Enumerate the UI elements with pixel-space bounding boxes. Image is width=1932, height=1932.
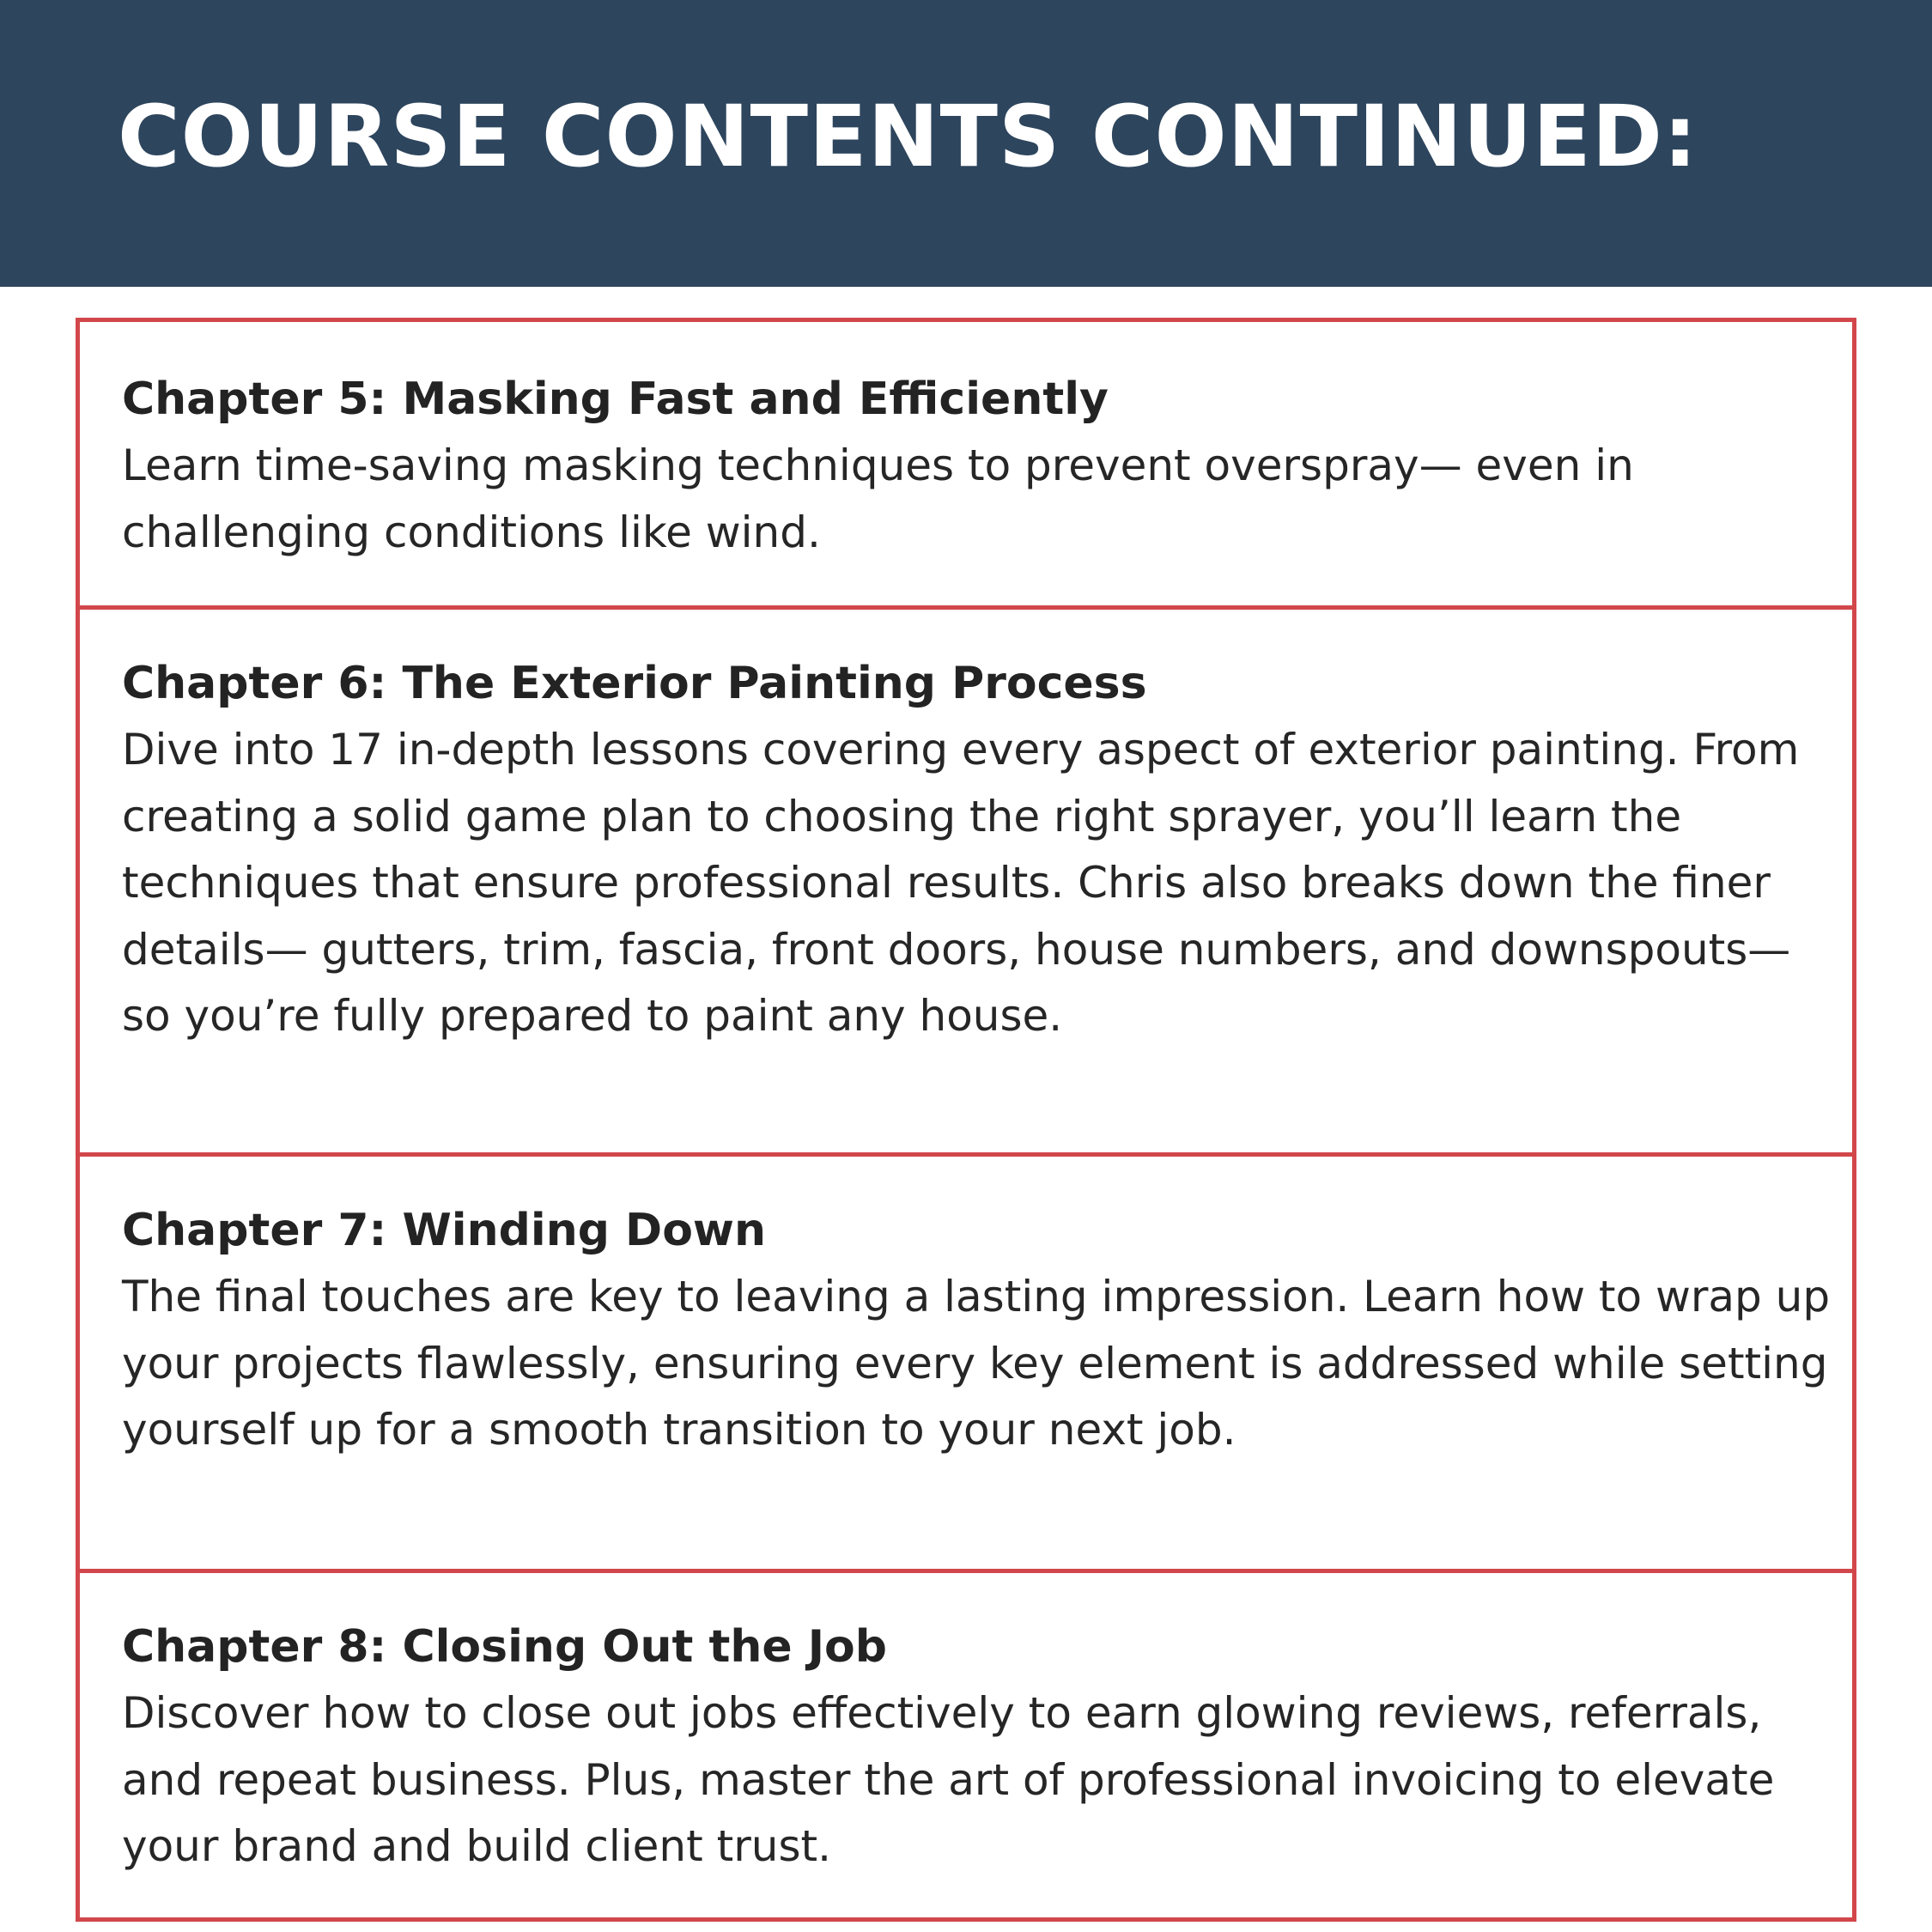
page-header (0, 0, 1932, 287)
chapter-8-section (80, 1569, 1852, 1917)
chapter-6-description: Dive into 17 in-depth lessons covering every aspect of exterior painting. From creating a solid game plan to choosing the right sprayer, you’ll learn the techniques that ensure professional results. Chris also breaks down the finer details— gutters, trim, fascia, front doors, house numbers, and downspouts— so you’re fully prepared to paint any house. (122, 725, 1800, 1041)
chapter-7-title: Chapter 7: Winding Down (122, 1205, 766, 1256)
chapter-8-description: Discover how to close out jobs effectively to earn glowing reviews, referrals, and repeat business. Plus, master the art of professional invoicing to elevate your brand and build client trust. (122, 1688, 1775, 1871)
chapter-6-title: Chapter 6: The Exterior Painting Process (122, 658, 1147, 709)
chapter-8-title: Chapter 8: Closing Out the Job (122, 1621, 888, 1673)
chapter-5-title: Chapter 5: Masking Fast and Efficiently (122, 374, 1109, 425)
chapter-7-description: The final touches are key to leaving a lasting impression. Learn how to wrap up your projects flawlessly, ensuring every key element is addressed while setting yourself up for a smooth transition to your next job. (122, 1272, 1831, 1455)
page-title: COURSE CONTENTS CONTINUED: (118, 88, 1698, 186)
chapter-5-section (80, 322, 1852, 609)
chapter-6-section (80, 605, 1852, 1157)
chapter-5-description: Learn time-saving masking techniques to prevent overspray— even in challenging conditions like wind. (122, 440, 1634, 557)
chapter-list (76, 318, 1856, 1922)
chapter-7-section (80, 1152, 1852, 1571)
